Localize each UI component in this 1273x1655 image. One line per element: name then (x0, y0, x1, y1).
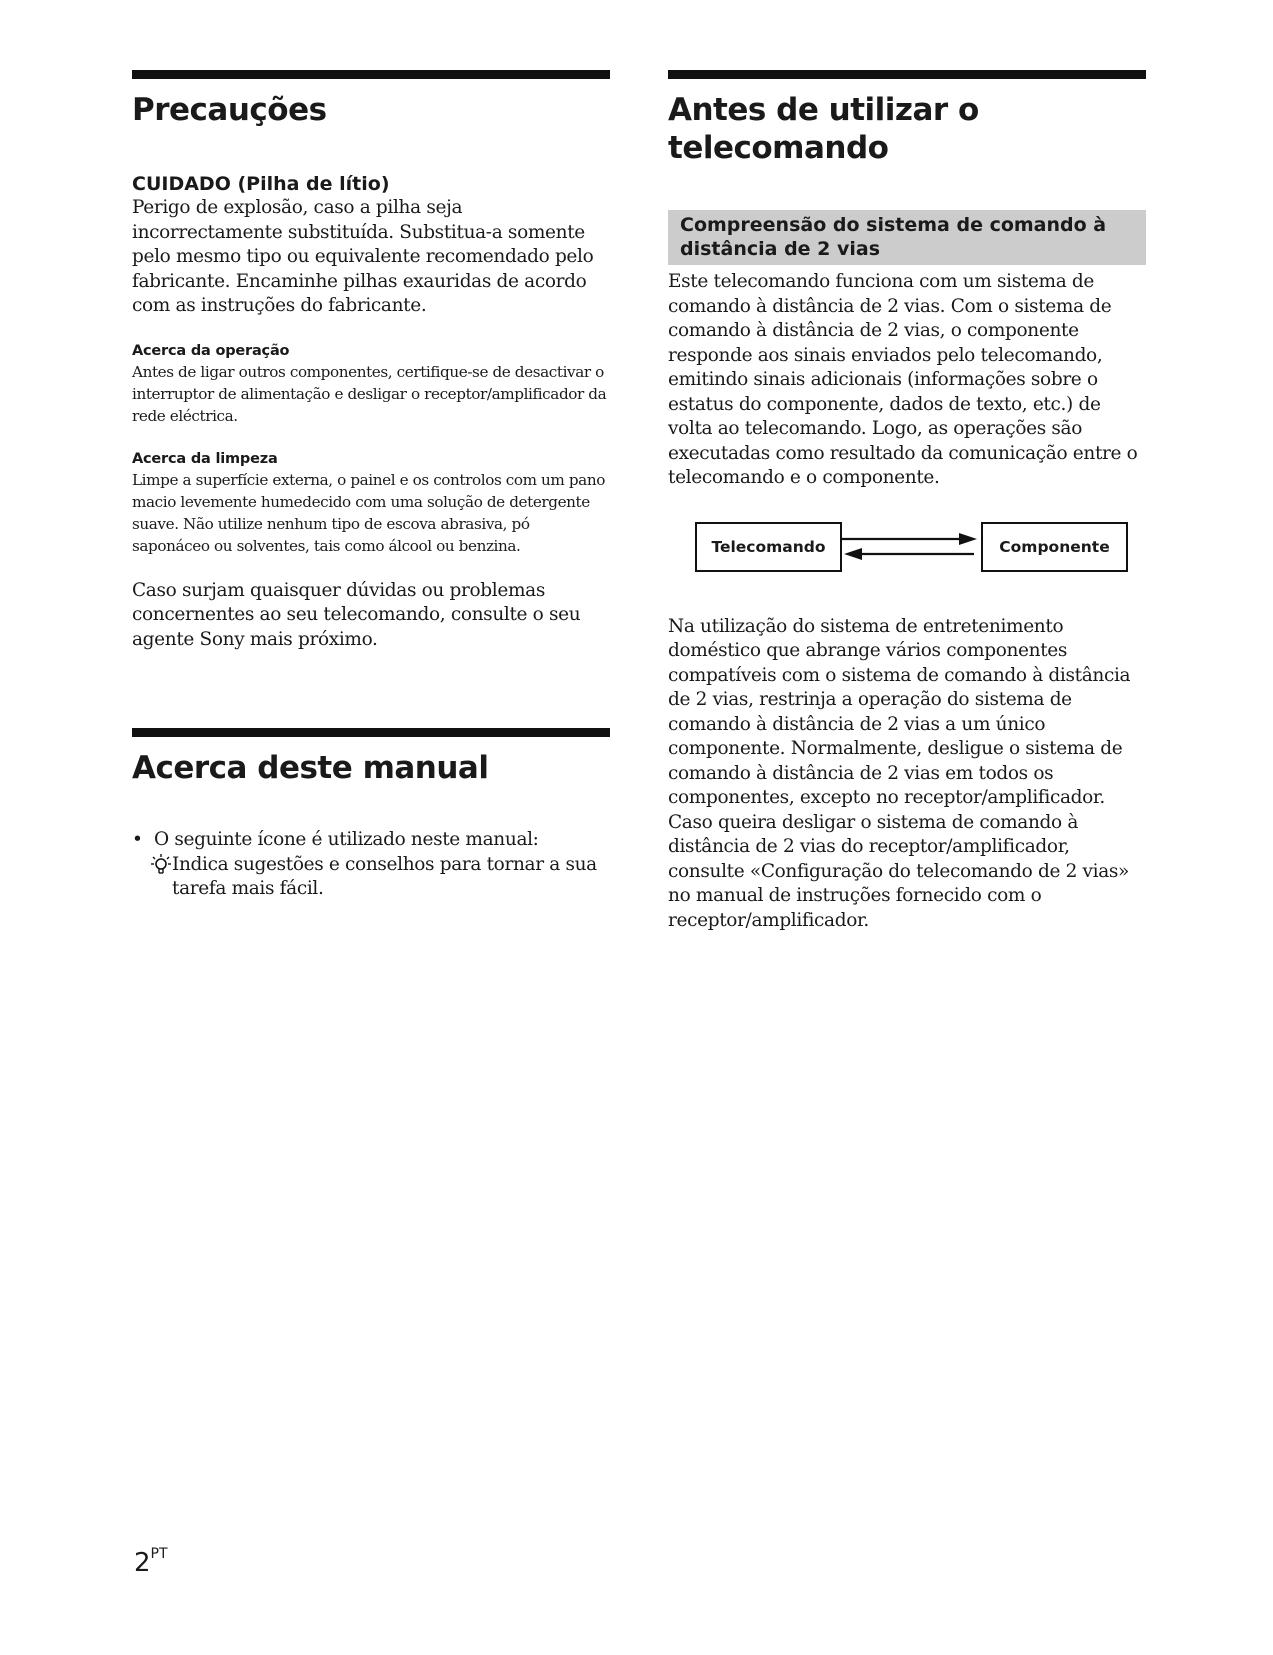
cleaning-text: Limpe a superfície externa, o painel e os controlos com um pano macio levemente humedecido com uma solução de detergente suave. Não utilize nenhum tipo de escova abrasiva, pó saponáceo ou solventes, tais como álcool ou benzina. (132, 470, 605, 555)
left-column (132, 70, 610, 902)
section-rule (668, 70, 1146, 79)
page-number-value: 2 (134, 1548, 151, 1578)
section-title-precautions: Precauções (132, 92, 327, 128)
intro-paragraph: Este telecomando funciona com um sistema de comando à distância de 2 vias. Com o sistema de comando à distância de 2 vias, o componente responde aos sinais enviados pelo telecomando, emitindo sinais adicionais (informações sobre o estatus do componente, dados de texto, etc.) de volta ao telecomando. Logo, as operações são executadas como resultado da comunicação entre o telecomando e o componente. (668, 271, 1138, 488)
tip-text: Indica sugestões e conselhos para tornar a sua tarefa mais fácil. (172, 853, 597, 899)
contact-text: Caso surjam quaisquer dúvidas ou problemas concernentes ao seu telecomando, consulte o seu agente Sony mais próximo. (132, 579, 581, 650)
shaded-subheading: Compreensão do sistema de comando à distância de 2 vias (668, 210, 1146, 265)
section-title-before-using: Antes de utilizar o telecomando (668, 92, 979, 166)
operation-heading: Acerca da operação (132, 342, 290, 359)
right-column (668, 70, 1146, 933)
page-number (134, 1548, 168, 1578)
component-box: Componente (981, 522, 1128, 572)
page-suffix: PT (150, 1546, 168, 1562)
bullet-symbol: • (132, 829, 143, 850)
section-title-about-manual: Acerca deste manual (132, 750, 489, 786)
section-rule (132, 728, 610, 737)
list-item (132, 828, 610, 853)
two-way-diagram (695, 522, 1125, 574)
caution-heading: CUIDADO (Pilha de lítio) (132, 173, 390, 195)
bidirectional-arrows-icon (842, 522, 979, 572)
section-rule (132, 70, 610, 79)
paragraph-restrict: Na utilização do sistema de entretenimento doméstico que abrange vários componentes compatíveis com o sistema de comando à distância de 2 vias, restrinja a operação do sistema de comando à distância de 2 vias a um único componente. Normalmente, desligue o sistema de comando à distância de 2 vias em todos os componentes, excepto no receptor/amplificador. (668, 615, 1131, 808)
lightbulb-icon (150, 853, 172, 877)
remote-box: Telecomando (695, 522, 842, 572)
tip-item (150, 853, 610, 902)
operation-text: Antes de ligar outros componentes, certifique-se de desactivar o interruptor de alimentação e desligar o receptor/amplificador da rede eléctrica. (132, 362, 607, 425)
caution-text: Perigo de explosão, caso a pilha seja incorrectamente substituída. Substitua-a somente pelo mesmo tipo ou equivalente recomendado pelo fabricante. Encaminhe pilhas exauridas de acordo com as instruções do fabricante. (132, 197, 594, 316)
paragraph-disable: Caso queira desligar o sistema de comando à distância de 2 vias do receptor/amplificador, consulte «Configuração do telecomando de 2 vias» no manual de instruções fornecido com o receptor/amplificador. (668, 811, 1130, 931)
bullet-text: O seguinte ícone é utilizado neste manual: (154, 829, 539, 850)
cleaning-heading: Acerca da limpeza (132, 450, 278, 467)
